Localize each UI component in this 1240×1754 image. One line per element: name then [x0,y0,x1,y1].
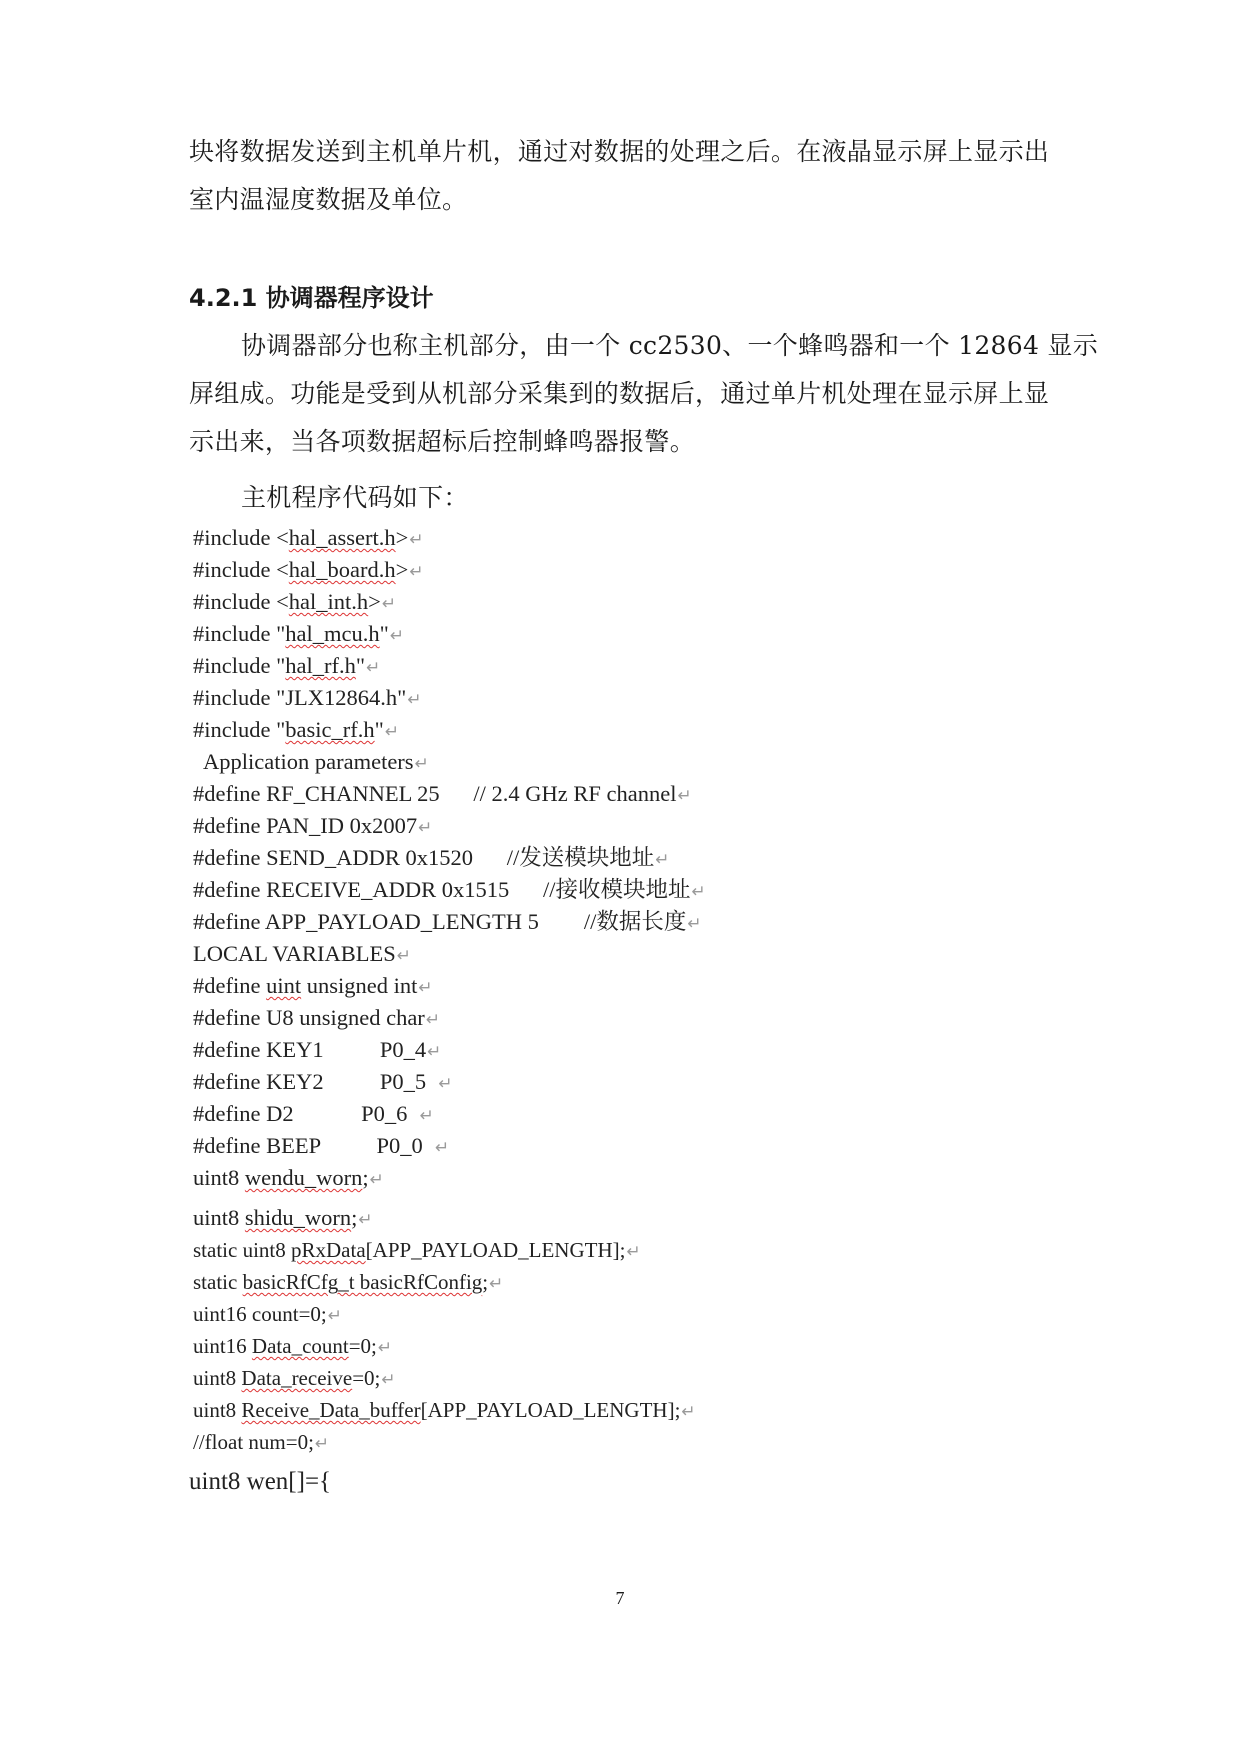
return-mark-icon: ↵ [419,1106,434,1126]
return-mark-icon: ↵ [384,722,400,742]
return-mark-icon: ↵ [427,1042,442,1062]
code-intro-line: 主机程序代码如下： [241,483,469,512]
return-mark-icon: ↵ [414,754,429,774]
spellcheck-underline: hal_mcu.h [285,621,380,646]
spellcheck-underline: hal_rf.h [285,653,356,678]
code-line: #include <hal_int.h>↵ [193,589,397,614]
code-line: #define KEY1 P0_4↵ [193,1037,442,1062]
spellcheck-underline: Receive_Data_buffer [241,1398,421,1422]
code-line: #include "basic_rf.h"↵ [193,717,400,742]
intro-line: 块将数据发送到主机单片机，通过对数据的处理之后。在液晶显示屏上显示出 [189,137,1050,166]
spellcheck-underline: Data_receive [241,1366,353,1390]
intro-paragraph [189,128,1059,224]
return-mark-icon: ↵ [358,1210,373,1230]
return-mark-icon: ↵ [418,818,433,838]
spellcheck-underline: basic_rf.h [285,717,375,742]
page-number: 7 [615,1588,625,1608]
code-line: uint8 shidu_worn;↵ [193,1205,373,1230]
body-paragraph [189,322,1098,466]
return-mark-icon: ↵ [489,1274,504,1294]
return-mark-icon: ↵ [681,1402,696,1422]
section-heading: 4.2.1 协调器程序设计 [189,284,434,312]
return-mark-icon: ↵ [396,946,411,966]
return-mark-icon: ↵ [425,1010,441,1030]
spellcheck-underline: hal_int.h [288,589,369,614]
code-line: #define RF_CHANNEL 25 // 2.4 GHz RF channel↵ [193,781,692,806]
return-mark-icon: ↵ [409,562,424,582]
return-mark-icon: ↵ [381,594,397,614]
spellcheck-underline: basicRfCfg_t basicRfConfig [242,1270,483,1294]
code-last-line: uint8 wen[]={ [189,1468,332,1495]
code-line: #define U8 unsigned char↵ [193,1005,441,1030]
body-line: 示出来，当各项数据超标后控制蜂鸣器报警。 [189,427,696,456]
return-mark-icon: ↵ [677,786,692,806]
code-line: #define SEND_ADDR 0x1520 //发送模块地址↵ [193,845,670,870]
code-line: uint16 Data_count=0;↵ [193,1334,393,1358]
code-line: #define RECEIVE_ADDR 0x1515 //接收模块地址↵ [193,877,706,902]
return-mark-icon: ↵ [409,530,424,550]
code-line: #include "hal_rf.h"↵ [193,653,381,678]
code-line: //float num=0;↵ [193,1430,330,1454]
code-line: uint8 Receive_Data_buffer[APP_PAYLOAD_LENGTH];↵ [193,1398,696,1422]
code-line: #define BEEP P0_0 ↵ [193,1133,450,1158]
return-mark-icon: ↵ [418,978,433,998]
code-intro-paragraph [189,474,1059,522]
code-line: #define D2 P0_6 ↵ [193,1101,434,1126]
code-line: #define KEY2 P0_5 ↵ [193,1069,453,1094]
return-mark-icon: ↵ [314,1434,330,1454]
spellcheck-underline: uint [266,973,302,998]
return-mark-icon: ↵ [389,626,405,646]
body-line: 屏组成。功能是受到从机部分采集到的数据后，通过单片机处理在显示屏上显 [189,379,1050,408]
code-line: static basicRfCfg_t basicRfConfig;↵ [193,1270,504,1294]
return-mark-icon: ↵ [435,1138,450,1158]
code-line: uint16 count=0;↵ [193,1302,343,1326]
spellcheck-underline: wendu_worn [244,1165,363,1190]
code-line: #include <hal_assert.h>↵ [193,525,424,550]
spellcheck-underline: pRxData [291,1238,366,1262]
return-mark-icon: ↵ [655,850,670,870]
return-mark-icon: ↵ [407,690,422,710]
return-mark-icon: ↵ [687,914,702,934]
return-mark-icon: ↵ [377,1338,393,1358]
code-line: #include "hal_mcu.h"↵ [193,621,405,646]
code-line: static uint8 pRxData[APP_PAYLOAD_LENGTH];↵ [193,1238,641,1262]
code-line: #include "JLX12864.h"↵ [193,685,422,710]
code-line: uint8 wendu_worn;↵ [193,1165,384,1190]
return-mark-icon: ↵ [438,1074,453,1094]
code-line: #define uint unsigned int↵ [193,973,433,998]
body-line: 协调器部分也称主机部分，由一个 cc2530、一个蜂鸣器和一个 12864 显示 [241,331,1098,360]
code-line: #define PAN_ID 0x2007↵ [193,813,433,838]
code-line: #define APP_PAYLOAD_LENGTH 5 //数据长度↵ [193,909,702,934]
return-mark-icon: ↵ [381,1370,396,1390]
code-line: uint8 Data_receive=0;↵ [193,1366,396,1390]
code-line: #include <hal_board.h>↵ [193,557,424,582]
return-mark-icon: ↵ [369,1170,384,1190]
return-mark-icon: ↵ [366,658,381,678]
return-mark-icon: ↵ [691,882,706,902]
code-line: LOCAL VARIABLES↵ [193,941,411,966]
spellcheck-underline: shidu_worn [244,1205,352,1230]
intro-line: 室内温湿度数据及单位。 [189,185,468,214]
return-mark-icon: ↵ [626,1242,641,1262]
spellcheck-underline: hal_assert.h [288,525,396,550]
code-listing [189,522,1053,1502]
spellcheck-underline: Data_count [251,1334,349,1358]
spellcheck-underline: hal_board.h [288,557,396,582]
return-mark-icon: ↵ [327,1306,343,1326]
code-line: Application parameters↵ [193,749,429,774]
